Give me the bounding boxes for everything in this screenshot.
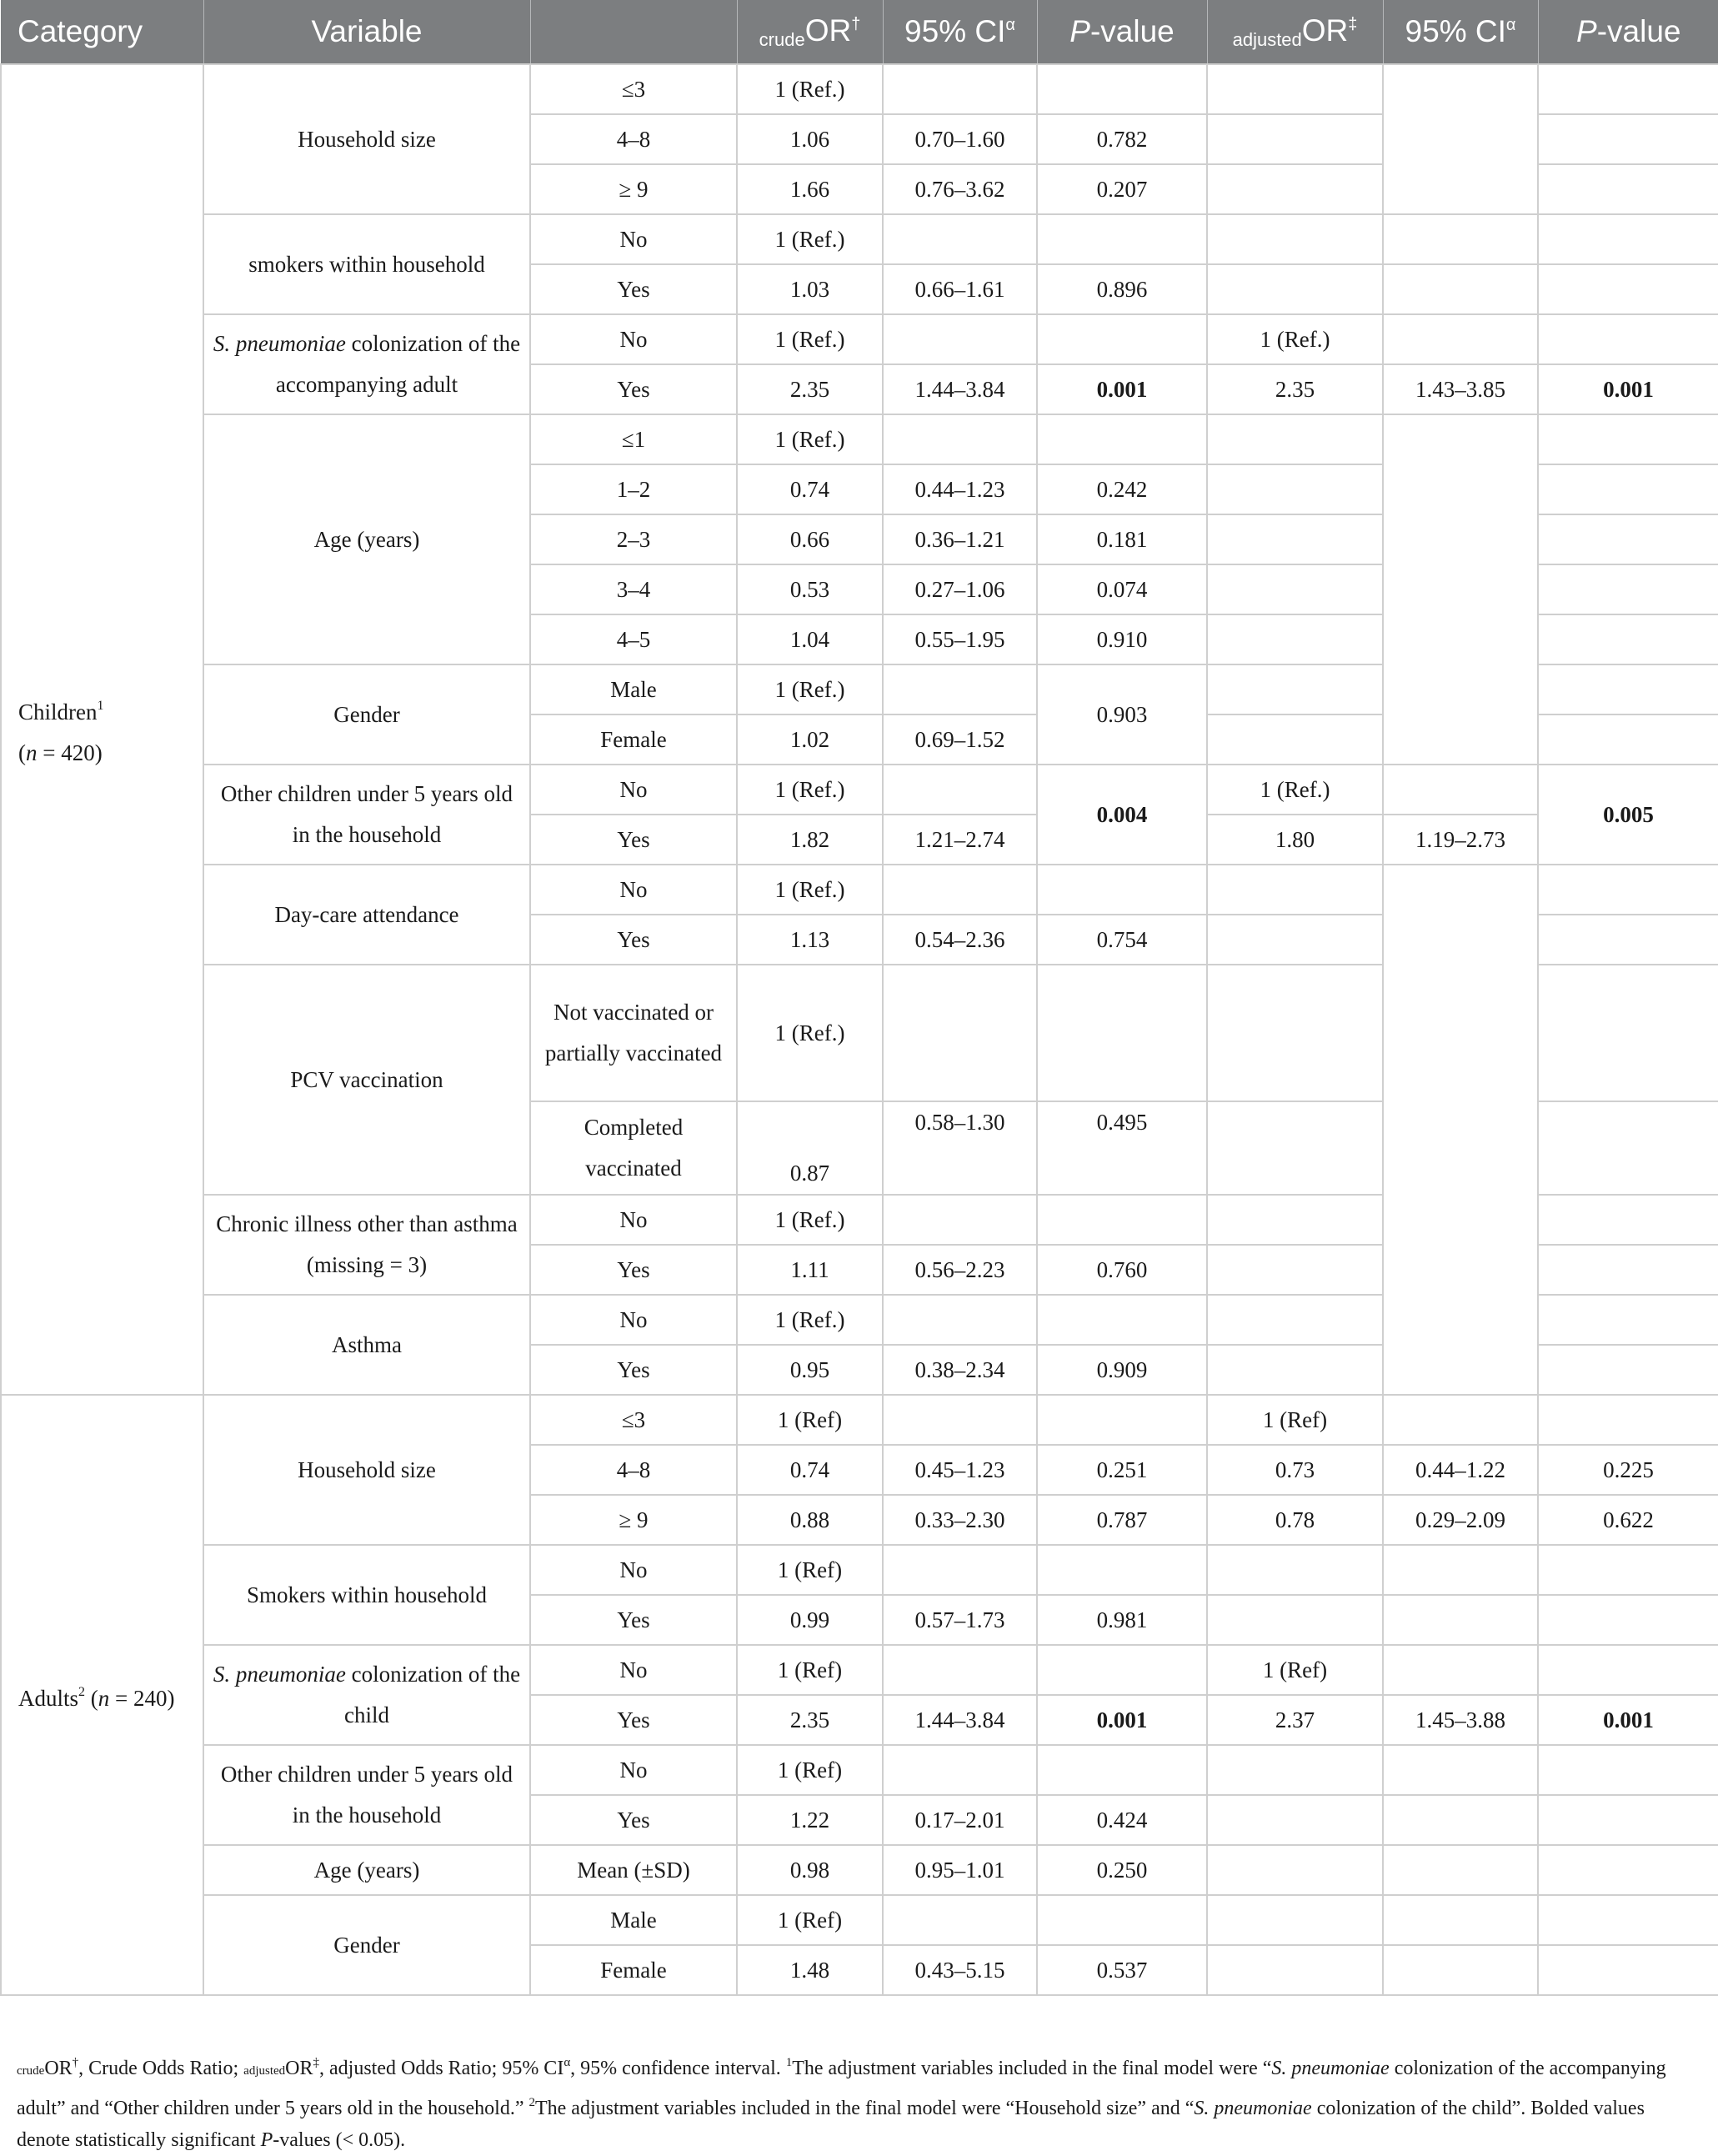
p-cell: 0.207 bbox=[1037, 164, 1207, 214]
adj-p-cell bbox=[1538, 1945, 1718, 1995]
variable-chronic-illness: Chronic illness other than asthma (missing = 3) bbox=[203, 1195, 530, 1295]
header-row bbox=[1, 0, 1718, 64]
table-footnote: crudeOR†, Crude Odds Ratio; adjustedOR‡, adjusted Odds Ratio; 95% $CI^\alpha$, 95% confidence interval. $^1$The adjustment variables included in the final model were “S. pneumoniae colonization of the accompanying adult” and “Other children under 5 years old in the household.” $^2$The adjustment variables included in the final model were “Household size” and “S. pneumoniae colonization of the child”. Bolded values denote statistically significant P-values (< 0.05). bbox=[17, 2056, 1666, 2151]
adj-ci-cell bbox=[1383, 214, 1538, 264]
p-cell bbox=[1037, 1895, 1207, 1945]
level-cell: No bbox=[530, 865, 737, 915]
header-blank bbox=[530, 0, 737, 64]
ci-cell bbox=[883, 664, 1037, 714]
p-cell: 0.181 bbox=[1037, 514, 1207, 564]
crude-or-cell: 1.82 bbox=[737, 815, 883, 865]
header-ci-crude: 95% $CI^\alpha$ bbox=[883, 0, 1037, 64]
table-row bbox=[1, 214, 1718, 264]
adj-p-cell bbox=[1538, 1295, 1718, 1345]
adj-p-cell: 0.005 bbox=[1538, 765, 1718, 865]
p-cell: 0.754 bbox=[1037, 915, 1207, 965]
ci-cell bbox=[883, 1895, 1037, 1945]
adj-ci-cell bbox=[1383, 314, 1538, 364]
adj-ci-cell bbox=[1383, 414, 1538, 765]
adj-ci-cell bbox=[1383, 865, 1538, 1395]
adj-ci-cell bbox=[1383, 1645, 1538, 1695]
p-cell bbox=[1037, 1295, 1207, 1345]
p-cell: 0.001 bbox=[1037, 364, 1207, 414]
crude-or-cell: 1 (Ref) bbox=[737, 1545, 883, 1595]
adj-p-cell bbox=[1538, 214, 1718, 264]
crude-or-cell: 0.88 bbox=[737, 1495, 883, 1545]
adj-ci-cell: 1.43–3.85 bbox=[1383, 364, 1538, 414]
adj-ci-cell bbox=[1383, 1945, 1538, 1995]
crude-or-cell: 0.74 bbox=[737, 1445, 883, 1495]
header-variable: Variable bbox=[203, 0, 530, 64]
crude-or-cell: 1.03 bbox=[737, 264, 883, 314]
level-cell: Yes bbox=[530, 1795, 737, 1845]
adj-p-cell bbox=[1538, 1395, 1718, 1445]
adj-ci-cell bbox=[1383, 1845, 1538, 1895]
ci-cell bbox=[883, 1745, 1037, 1795]
p-cell: 0.537 bbox=[1037, 1945, 1207, 1995]
adj-p-cell bbox=[1538, 264, 1718, 314]
p-cell bbox=[1037, 414, 1207, 464]
level-cell: 3–4 bbox=[530, 564, 737, 614]
level-cell: ≥ 9 bbox=[530, 1495, 737, 1545]
p-cell: 0.760 bbox=[1037, 1245, 1207, 1295]
level-cell: Yes bbox=[530, 364, 737, 414]
adj-or-cell bbox=[1207, 1895, 1383, 1945]
level-cell: ≤3 bbox=[530, 64, 737, 114]
level-cell: Male bbox=[530, 1895, 737, 1945]
adj-p-cell bbox=[1538, 1595, 1718, 1645]
adj-p-cell bbox=[1538, 1845, 1718, 1895]
variable-spn-child: S. pneumoniae colonization of the child bbox=[203, 1645, 530, 1745]
adj-or-cell bbox=[1207, 164, 1383, 214]
ci-cell bbox=[883, 1645, 1037, 1695]
table-row bbox=[1, 64, 1718, 114]
adj-p-cell bbox=[1538, 1245, 1718, 1295]
level-cell: Yes bbox=[530, 1345, 737, 1395]
level-cell: No bbox=[530, 1745, 737, 1795]
ci-cell: 1.44–3.84 bbox=[883, 364, 1037, 414]
p-cell: 0.782 bbox=[1037, 114, 1207, 164]
adj-or-cell bbox=[1207, 414, 1383, 464]
ci-cell: 0.69–1.52 bbox=[883, 714, 1037, 765]
p-cell: 0.074 bbox=[1037, 564, 1207, 614]
p-cell bbox=[1037, 965, 1207, 1101]
variable-asthma: Asthma bbox=[203, 1295, 530, 1395]
variable-gender: Gender bbox=[203, 1895, 530, 1995]
table-row bbox=[1, 1645, 1718, 1695]
level-cell: Male bbox=[530, 664, 737, 714]
crude-or-cell: 0.99 bbox=[737, 1595, 883, 1645]
ci-cell: 0.66–1.61 bbox=[883, 264, 1037, 314]
p-cell: 0.004 bbox=[1037, 765, 1207, 865]
adj-p-cell bbox=[1538, 314, 1718, 364]
p-cell: 0.424 bbox=[1037, 1795, 1207, 1845]
adj-or-cell: 0.78 bbox=[1207, 1495, 1383, 1545]
ci-cell bbox=[883, 965, 1037, 1101]
ci-cell: 0.55–1.95 bbox=[883, 614, 1037, 664]
variable-smokers: Smokers within household bbox=[203, 1545, 530, 1645]
adj-or-cell bbox=[1207, 1195, 1383, 1245]
level-cell: Yes bbox=[530, 815, 737, 865]
p-cell: 0.250 bbox=[1037, 1845, 1207, 1895]
p-cell bbox=[1037, 1195, 1207, 1245]
ci-cell: 0.27–1.06 bbox=[883, 564, 1037, 614]
table-row bbox=[1, 1545, 1718, 1595]
p-cell bbox=[1037, 865, 1207, 915]
adj-or-cell bbox=[1207, 664, 1383, 714]
header-ci-adjusted: 95% $CI^\alpha$ bbox=[1383, 0, 1538, 64]
adj-ci-cell bbox=[1383, 264, 1538, 314]
adj-or-cell bbox=[1207, 64, 1383, 114]
adj-p-cell: 0.622 bbox=[1538, 1495, 1718, 1545]
level-cell: No bbox=[530, 1295, 737, 1345]
ci-cell bbox=[883, 214, 1037, 264]
level-cell: No bbox=[530, 765, 737, 815]
header-crude-or: $_{crude}$OR† bbox=[737, 0, 883, 64]
adj-or-cell bbox=[1207, 464, 1383, 514]
p-cell: 0.787 bbox=[1037, 1495, 1207, 1545]
ci-cell: 0.57–1.73 bbox=[883, 1595, 1037, 1645]
ci-cell: 0.43–5.15 bbox=[883, 1945, 1037, 1995]
ci-cell: 0.58–1.30 bbox=[883, 1101, 1037, 1195]
adj-or-cell bbox=[1207, 264, 1383, 314]
adj-or-cell bbox=[1207, 1101, 1383, 1195]
adj-ci-cell: 1.19–2.73 bbox=[1383, 815, 1538, 865]
variable-pcv: PCV vaccination bbox=[203, 965, 530, 1195]
adj-or-cell bbox=[1207, 965, 1383, 1101]
ci-cell bbox=[883, 765, 1037, 815]
p-cell bbox=[1037, 64, 1207, 114]
level-cell: Mean (±SD) bbox=[530, 1845, 737, 1895]
table-row bbox=[1, 1845, 1718, 1895]
adj-or-cell: 1 (Ref) bbox=[1207, 1395, 1383, 1445]
level-cell: ≤3 bbox=[530, 1395, 737, 1445]
level-cell: 4–8 bbox=[530, 1445, 737, 1495]
adj-ci-cell bbox=[1383, 1395, 1538, 1445]
crude-or-cell: 1 (Ref.) bbox=[737, 64, 883, 114]
adj-or-cell bbox=[1207, 1795, 1383, 1845]
adj-p-cell bbox=[1538, 1545, 1718, 1595]
variable-household-size: Household size bbox=[203, 1395, 530, 1545]
ci-cell: 1.44–3.84 bbox=[883, 1695, 1037, 1745]
ci-cell: 0.36–1.21 bbox=[883, 514, 1037, 564]
adj-p-cell bbox=[1538, 965, 1718, 1101]
adj-or-cell bbox=[1207, 1745, 1383, 1795]
adj-p-cell bbox=[1538, 64, 1718, 114]
p-cell bbox=[1037, 1395, 1207, 1445]
crude-or-cell: 1.02 bbox=[737, 714, 883, 765]
table-row bbox=[1, 765, 1718, 815]
variable-smokers: smokers within household bbox=[203, 214, 530, 314]
adj-ci-cell bbox=[1383, 1545, 1538, 1595]
p-cell: 0.251 bbox=[1037, 1445, 1207, 1495]
adj-ci-cell bbox=[1383, 765, 1538, 815]
level-cell: Yes bbox=[530, 264, 737, 314]
crude-or-cell: 0.66 bbox=[737, 514, 883, 564]
crude-or-cell: 1.13 bbox=[737, 915, 883, 965]
level-cell: Not vaccinated or partially vaccinated bbox=[530, 965, 737, 1101]
level-cell: ≤1 bbox=[530, 414, 737, 464]
adj-p-cell bbox=[1538, 1795, 1718, 1845]
category-adults: Adults$^2$ (n = 240) bbox=[1, 1395, 203, 1995]
adj-p-cell bbox=[1538, 164, 1718, 214]
level-cell: Yes bbox=[530, 915, 737, 965]
p-cell bbox=[1037, 214, 1207, 264]
ci-cell: 0.95–1.01 bbox=[883, 1845, 1037, 1895]
p-cell: 0.242 bbox=[1037, 464, 1207, 514]
crude-or-cell: 1 (Ref.) bbox=[737, 214, 883, 264]
ci-cell bbox=[883, 414, 1037, 464]
level-cell: Female bbox=[530, 714, 737, 765]
p-cell: 0.896 bbox=[1037, 264, 1207, 314]
adj-p-cell bbox=[1538, 114, 1718, 164]
p-cell bbox=[1037, 1545, 1207, 1595]
adj-p-cell: 0.225 bbox=[1538, 1445, 1718, 1495]
adj-p-cell bbox=[1538, 564, 1718, 614]
crude-or-cell: 1 (Ref.) bbox=[737, 965, 883, 1101]
crude-or-cell: 1 (Ref.) bbox=[737, 1295, 883, 1345]
level-cell: No bbox=[530, 1545, 737, 1595]
crude-or-cell: 1.22 bbox=[737, 1795, 883, 1845]
level-cell: Yes bbox=[530, 1595, 737, 1645]
adj-ci-cell bbox=[1383, 1895, 1538, 1945]
crude-or-cell: 0.87 bbox=[737, 1101, 883, 1195]
adj-p-cell bbox=[1538, 865, 1718, 915]
ci-cell: 0.38–2.34 bbox=[883, 1345, 1037, 1395]
category-children: Children$^1$ (n = 420) bbox=[1, 64, 203, 1395]
ci-cell: 0.33–2.30 bbox=[883, 1495, 1037, 1545]
variable-age: Age (years) bbox=[203, 414, 530, 664]
crude-or-cell: 1 (Ref.) bbox=[737, 414, 883, 464]
adj-p-cell bbox=[1538, 714, 1718, 765]
crude-or-cell: 1.04 bbox=[737, 614, 883, 664]
p-cell: 0.001 bbox=[1037, 1695, 1207, 1745]
ci-cell: 0.54–2.36 bbox=[883, 915, 1037, 965]
adj-ci-cell: 0.44–1.22 bbox=[1383, 1445, 1538, 1495]
adj-or-cell bbox=[1207, 214, 1383, 264]
crude-or-cell: 1 (Ref.) bbox=[737, 664, 883, 714]
level-cell: No bbox=[530, 214, 737, 264]
level-cell: Female bbox=[530, 1945, 737, 1995]
adj-ci-cell: 0.29–2.09 bbox=[1383, 1495, 1538, 1545]
p-cell bbox=[1037, 1745, 1207, 1795]
ci-cell bbox=[883, 1545, 1037, 1595]
ci-cell: 0.56–2.23 bbox=[883, 1245, 1037, 1295]
table-row bbox=[1, 414, 1718, 464]
adj-or-cell bbox=[1207, 514, 1383, 564]
crude-or-cell: 1 (Ref.) bbox=[737, 1195, 883, 1245]
level-cell: Yes bbox=[530, 1245, 737, 1295]
table-row bbox=[1, 1745, 1718, 1795]
adj-ci-cell: 1.45–3.88 bbox=[1383, 1695, 1538, 1745]
crude-or-cell: 2.35 bbox=[737, 364, 883, 414]
adj-p-cell bbox=[1538, 1195, 1718, 1245]
adj-or-cell: 1 (Ref.) bbox=[1207, 765, 1383, 815]
ci-cell bbox=[883, 1395, 1037, 1445]
adj-or-cell: 2.35 bbox=[1207, 364, 1383, 414]
crude-or-cell: 2.35 bbox=[737, 1695, 883, 1745]
adj-or-cell bbox=[1207, 714, 1383, 765]
level-cell: Completed vaccinated bbox=[530, 1101, 737, 1195]
crude-or-cell: 0.74 bbox=[737, 464, 883, 514]
ci-cell: 0.76–3.62 bbox=[883, 164, 1037, 214]
level-cell: 2–3 bbox=[530, 514, 737, 564]
table-row bbox=[1, 1895, 1718, 1945]
p-cell: 0.981 bbox=[1037, 1595, 1207, 1645]
level-cell: Yes bbox=[530, 1695, 737, 1745]
variable-daycare: Day-care attendance bbox=[203, 865, 530, 965]
adj-or-cell bbox=[1207, 564, 1383, 614]
adj-or-cell bbox=[1207, 614, 1383, 664]
variable-gender: Gender bbox=[203, 664, 530, 765]
adj-or-cell bbox=[1207, 1595, 1383, 1645]
level-cell: 4–8 bbox=[530, 114, 737, 164]
ci-cell bbox=[883, 865, 1037, 915]
adj-or-cell bbox=[1207, 915, 1383, 965]
adj-p-cell bbox=[1538, 915, 1718, 965]
adj-or-cell bbox=[1207, 865, 1383, 915]
level-cell: No bbox=[530, 1645, 737, 1695]
ci-cell bbox=[883, 1295, 1037, 1345]
crude-or-cell: 1 (Ref) bbox=[737, 1745, 883, 1795]
adj-p-cell bbox=[1538, 1101, 1718, 1195]
crude-or-cell: 1.66 bbox=[737, 164, 883, 214]
crude-or-cell: 1 (Ref.) bbox=[737, 765, 883, 815]
adj-ci-cell bbox=[1383, 1795, 1538, 1845]
level-cell: 4–5 bbox=[530, 614, 737, 664]
adj-p-cell bbox=[1538, 1345, 1718, 1395]
adj-p-cell bbox=[1538, 414, 1718, 464]
adj-or-cell bbox=[1207, 1295, 1383, 1345]
ci-cell bbox=[883, 314, 1037, 364]
adj-p-cell: 0.001 bbox=[1538, 364, 1718, 414]
crude-or-cell: 1 (Ref) bbox=[737, 1395, 883, 1445]
p-cell: 0.910 bbox=[1037, 614, 1207, 664]
adj-p-cell bbox=[1538, 1745, 1718, 1795]
table-row bbox=[1, 314, 1718, 364]
header-category: Category bbox=[1, 0, 203, 64]
crude-or-cell: 1 (Ref.) bbox=[737, 314, 883, 364]
crude-or-cell: 0.95 bbox=[737, 1345, 883, 1395]
level-cell: 1–2 bbox=[530, 464, 737, 514]
crude-or-cell: 1 (Ref) bbox=[737, 1895, 883, 1945]
adj-ci-cell bbox=[1383, 1595, 1538, 1645]
adj-p-cell bbox=[1538, 1645, 1718, 1695]
adj-p-cell bbox=[1538, 464, 1718, 514]
header-p-adjusted: P-value bbox=[1538, 0, 1718, 64]
level-cell: ≥ 9 bbox=[530, 164, 737, 214]
variable-age: Age (years) bbox=[203, 1845, 530, 1895]
adj-or-cell: 0.73 bbox=[1207, 1445, 1383, 1495]
adj-or-cell bbox=[1207, 114, 1383, 164]
p-cell: 0.909 bbox=[1037, 1345, 1207, 1395]
crude-or-cell: 0.53 bbox=[737, 564, 883, 614]
adj-p-cell bbox=[1538, 664, 1718, 714]
adj-or-cell bbox=[1207, 1945, 1383, 1995]
ci-cell: 0.45–1.23 bbox=[883, 1445, 1037, 1495]
adj-p-cell bbox=[1538, 1895, 1718, 1945]
p-cell: 0.495 bbox=[1037, 1101, 1207, 1195]
adj-p-cell bbox=[1538, 614, 1718, 664]
adj-ci-cell bbox=[1383, 64, 1538, 214]
adj-or-cell: 1 (Ref.) bbox=[1207, 314, 1383, 364]
header-p-crude: P-value bbox=[1037, 0, 1207, 64]
variable-household-size: Household size bbox=[203, 64, 530, 214]
crude-or-cell: 0.98 bbox=[737, 1845, 883, 1895]
level-cell: No bbox=[530, 1195, 737, 1245]
p-cell bbox=[1037, 1645, 1207, 1695]
crude-or-cell: 1 (Ref) bbox=[737, 1645, 883, 1695]
p-cell bbox=[1037, 314, 1207, 364]
adj-or-cell bbox=[1207, 1245, 1383, 1295]
adj-p-cell bbox=[1538, 514, 1718, 564]
adj-or-cell bbox=[1207, 1845, 1383, 1895]
header-adjusted-or: $_{adjusted}$OR‡ bbox=[1207, 0, 1383, 64]
crude-or-cell: 1.06 bbox=[737, 114, 883, 164]
table-body bbox=[1, 64, 1718, 1995]
ci-cell: 1.21–2.74 bbox=[883, 815, 1037, 865]
crude-or-cell: 1.11 bbox=[737, 1245, 883, 1295]
adj-ci-cell bbox=[1383, 1745, 1538, 1795]
adj-or-cell bbox=[1207, 1545, 1383, 1595]
level-cell: No bbox=[530, 314, 737, 364]
variable-other-children: Other children under 5 years old in the household bbox=[203, 765, 530, 865]
ci-cell: 0.17–2.01 bbox=[883, 1795, 1037, 1845]
ci-cell: 0.44–1.23 bbox=[883, 464, 1037, 514]
adj-or-cell bbox=[1207, 1345, 1383, 1395]
adj-or-cell: 1 (Ref) bbox=[1207, 1645, 1383, 1695]
ci-cell bbox=[883, 1195, 1037, 1245]
adj-or-cell: 2.37 bbox=[1207, 1695, 1383, 1745]
crude-or-cell: 1.48 bbox=[737, 1945, 883, 1995]
p-cell: 0.903 bbox=[1037, 664, 1207, 765]
table-row bbox=[1, 1395, 1718, 1445]
table-row bbox=[1, 865, 1718, 915]
variable-other-children: Other children under 5 years old in the household bbox=[203, 1745, 530, 1845]
adj-p-cell: 0.001 bbox=[1538, 1695, 1718, 1745]
variable-spn-adult: S. pneumoniae colonization of the accompanying adult bbox=[203, 314, 530, 414]
ci-cell bbox=[883, 64, 1037, 114]
adj-or-cell: 1.80 bbox=[1207, 815, 1383, 865]
crude-or-cell: 1 (Ref.) bbox=[737, 865, 883, 915]
ci-cell: 0.70–1.60 bbox=[883, 114, 1037, 164]
